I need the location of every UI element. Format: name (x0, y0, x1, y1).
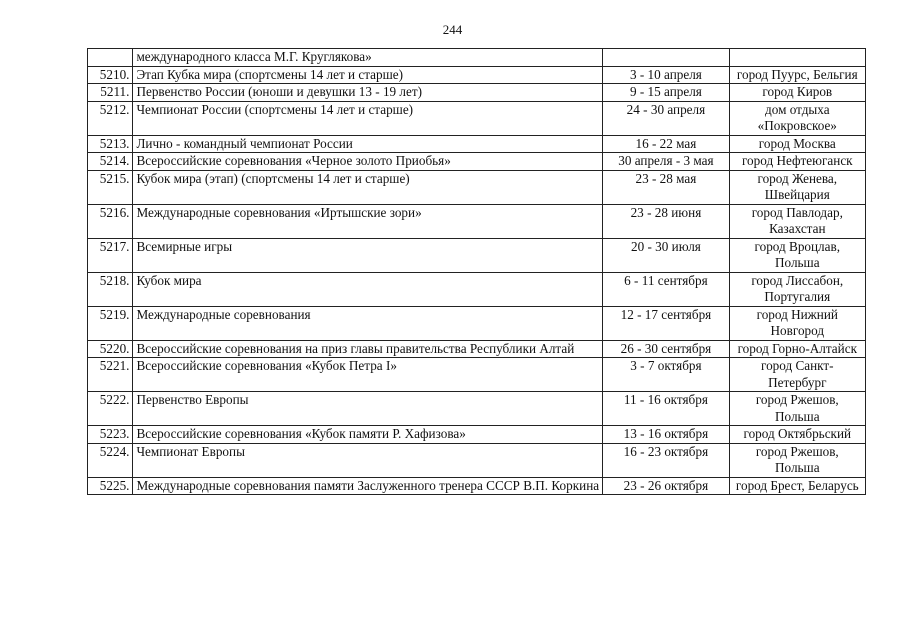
event-place-cell: город Лиссабон, Португалия (729, 272, 865, 306)
event-place-cell: город Вроцлав, Польша (729, 238, 865, 272)
event-name-cell: международного класса М.Г. Круглякова» (133, 49, 603, 67)
event-date-cell: 12 - 17 сентября (603, 306, 729, 340)
event-name-cell: Международные соревнования «Иртышские зори» (133, 204, 603, 238)
table-row (88, 392, 866, 426)
event-name-cell: Лично - командный чемпионат России (133, 135, 603, 153)
event-date-cell: 6 - 11 сентября (603, 272, 729, 306)
event-name-cell: Первенство России (юноши и девушки 13 - 19 лет) (133, 84, 603, 102)
event-number-cell: 5225. (88, 477, 133, 495)
event-name-cell: Чемпионат России (спортсмены 14 лет и старше) (133, 101, 603, 135)
table-row (88, 358, 866, 392)
event-place-cell: город Пуурс, Бельгия (729, 66, 865, 84)
event-number-cell: 5218. (88, 272, 133, 306)
event-number-cell: 5213. (88, 135, 133, 153)
event-number-cell: 5215. (88, 170, 133, 204)
event-name-cell: Всемирные игры (133, 238, 603, 272)
event-date-cell: 13 - 16 октября (603, 426, 729, 444)
event-number-cell: 5220. (88, 340, 133, 358)
table-row (88, 84, 866, 102)
event-place-cell: дом отдыха «Покровское» (729, 101, 865, 135)
table-row (88, 306, 866, 340)
table-row (88, 477, 866, 495)
events-table-body (88, 49, 866, 495)
event-name-cell: Международные соревнования памяти Заслуженного тренера СССР В.П. Коркина (133, 477, 603, 495)
event-date-cell: 3 - 7 октября (603, 358, 729, 392)
event-date-cell: 16 - 22 мая (603, 135, 729, 153)
event-number-cell: 5217. (88, 238, 133, 272)
event-number-cell: 5214. (88, 153, 133, 171)
event-place-cell: город Москва (729, 135, 865, 153)
event-date-cell: 23 - 28 мая (603, 170, 729, 204)
table-row (88, 135, 866, 153)
event-number-cell: 5212. (88, 101, 133, 135)
event-name-cell: Чемпионат Европы (133, 443, 603, 477)
event-place-cell: город Киров (729, 84, 865, 102)
page-number: 244 (442, 22, 463, 37)
event-number-cell: 5216. (88, 204, 133, 238)
event-date-cell: 30 апреля - 3 мая (603, 153, 729, 171)
table-row (88, 170, 866, 204)
event-date-cell: 23 - 28 июня (603, 204, 729, 238)
event-number-cell: 5222. (88, 392, 133, 426)
table-row (88, 66, 866, 84)
event-name-cell: Всероссийские соревнования «Черное золото Приобья» (133, 153, 603, 171)
event-number-cell: 5211. (88, 84, 133, 102)
event-name-cell: Всероссийские соревнования «Кубок памяти Р. Хафизова» (133, 426, 603, 444)
event-place-cell: город Санкт-Петербург (729, 358, 865, 392)
event-place-cell: город Октябрьский (729, 426, 865, 444)
event-name-cell: Кубок мира (133, 272, 603, 306)
event-date-cell: 23 - 26 октября (603, 477, 729, 495)
table-row (88, 272, 866, 306)
event-date-cell: 16 - 23 октября (603, 443, 729, 477)
event-date-cell: 9 - 15 апреля (603, 84, 729, 102)
event-date-cell: 26 - 30 сентября (603, 340, 729, 358)
event-name-cell: Кубок мира (этап) (спортсмены 14 лет и старше) (133, 170, 603, 204)
table-row (88, 426, 866, 444)
event-date-cell: 24 - 30 апреля (603, 101, 729, 135)
event-place-cell: город Брест, Беларусь (729, 477, 865, 495)
event-date-cell: 20 - 30 июля (603, 238, 729, 272)
event-number-cell: 5219. (88, 306, 133, 340)
table-row (88, 443, 866, 477)
event-number-cell: 5221. (88, 358, 133, 392)
event-number-cell: 5223. (88, 426, 133, 444)
table-row (88, 238, 866, 272)
event-name-cell: Всероссийские соревнования «Кубок Петра I» (133, 358, 603, 392)
event-place-cell (729, 49, 865, 67)
event-place-cell: город Женева, Швейцария (729, 170, 865, 204)
table-row (88, 101, 866, 135)
event-date-cell (603, 49, 729, 67)
event-number-cell (88, 49, 133, 67)
event-place-cell: город Ржешов, Польша (729, 443, 865, 477)
event-name-cell: Международные соревнования (133, 306, 603, 340)
table-row (88, 340, 866, 358)
event-date-cell: 3 - 10 апреля (603, 66, 729, 84)
event-name-cell: Этап Кубка мира (спортсмены 14 лет и старше) (133, 66, 603, 84)
event-name-cell: Первенство Европы (133, 392, 603, 426)
event-number-cell: 5224. (88, 443, 133, 477)
events-table (87, 48, 866, 495)
table-row (88, 204, 866, 238)
table-row (88, 153, 866, 171)
event-name-cell: Всероссийские соревнования на приз главы правительства Республики Алтай (133, 340, 603, 358)
event-place-cell: город Нефтеюганск (729, 153, 865, 171)
event-number-cell: 5210. (88, 66, 133, 84)
event-place-cell: город Ржешов, Польша (729, 392, 865, 426)
event-date-cell: 11 - 16 октября (603, 392, 729, 426)
table-row (88, 49, 866, 67)
event-place-cell: город Павлодар, Казахстан (729, 204, 865, 238)
event-place-cell: город Нижний Новгород (729, 306, 865, 340)
event-place-cell: город Горно-Алтайск (729, 340, 865, 358)
